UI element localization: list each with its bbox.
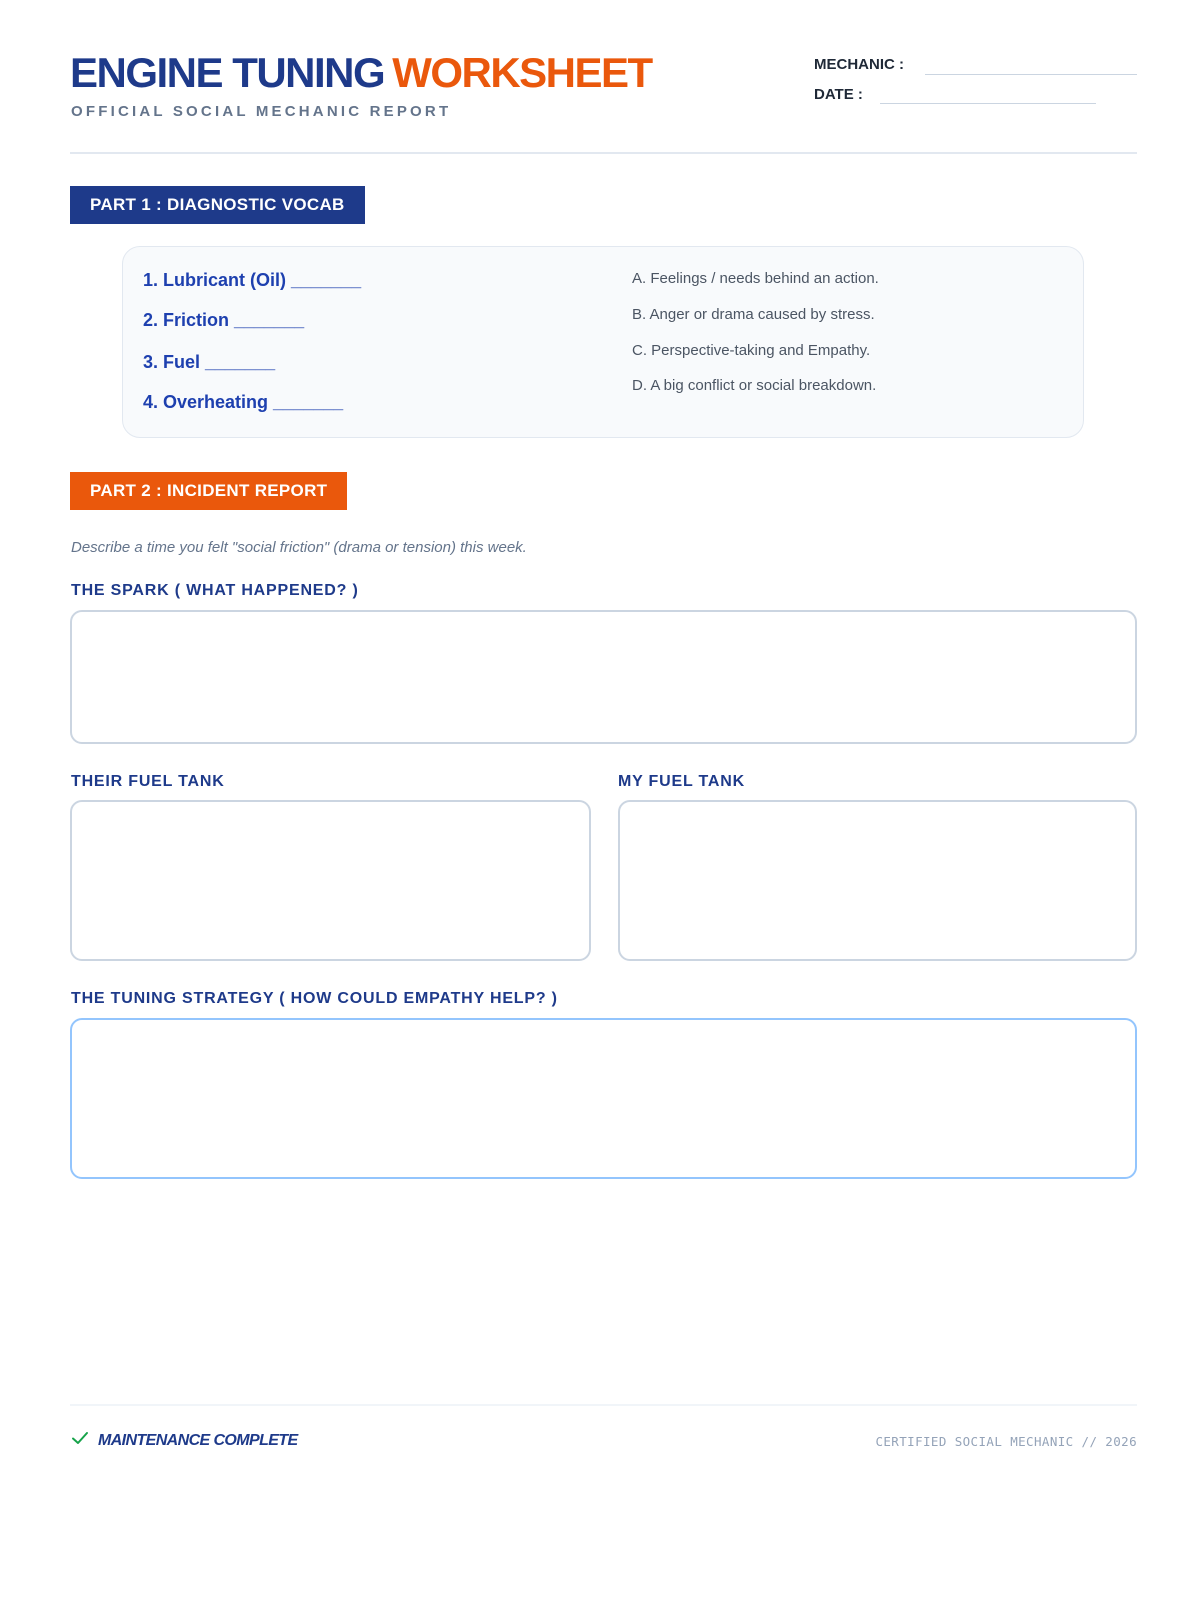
vocab-term-fuel[interactable]: 3. Fuel _______ [143, 352, 276, 372]
vocab-term-overheating[interactable]: 4. Overheating _______ [143, 392, 344, 412]
vocab-definition-c: C. Perspective-taking and Empathy. [632, 342, 871, 359]
my-fuel-tank-label: MY FUEL TANK [618, 773, 745, 790]
header-divider [70, 152, 1137, 154]
maintenance-complete-label: MAINTENANCE COMPLETE [98, 1432, 298, 1449]
spark-answer-box[interactable] [70, 610, 1137, 744]
their-fuel-tank-box[interactable] [70, 800, 591, 961]
part2-tag: PART 2 : INCIDENT REPORT [70, 472, 347, 510]
my-fuel-tank-box[interactable] [618, 800, 1137, 961]
title-worksheet: WORKSHEET [392, 49, 652, 96]
worksheet-title [70, 48, 652, 98]
vocab-definition-a: A. Feelings / needs behind an action. [632, 270, 879, 287]
part1-tag: PART 1 : DIAGNOSTIC VOCAB [70, 186, 365, 224]
mechanic-label: MECHANIC : [814, 56, 904, 73]
vocab-definition-b: B. Anger or drama caused by stress. [632, 306, 875, 323]
tuning-strategy-box[interactable] [70, 1018, 1137, 1179]
incident-prompt: Describe a time you felt "social friction" (drama or tension) this week. [71, 539, 527, 556]
title-engine-tuning: ENGINE TUNING [70, 49, 385, 96]
footer-divider [70, 1404, 1137, 1406]
date-label: DATE : [814, 86, 863, 103]
vocab-definition-d: D. A big conflict or social breakdown. [632, 377, 877, 394]
date-field[interactable] [880, 103, 1096, 104]
certified-footer-text: CERTIFIED SOCIAL MECHANIC // 2026 [875, 1434, 1137, 1449]
spark-label: THE SPARK ( WHAT HAPPENED? ) [71, 582, 359, 599]
their-fuel-tank-label: THEIR FUEL TANK [71, 773, 225, 790]
mechanic-name-field[interactable] [925, 74, 1137, 75]
tuning-strategy-label: THE TUNING STRATEGY ( HOW COULD EMPATHY HELP? ) [71, 990, 558, 1007]
worksheet-subtitle: OFFICIAL SOCIAL MECHANIC REPORT [71, 103, 452, 120]
vocab-term-lubricant[interactable]: 1. Lubricant (Oil) _______ [143, 270, 362, 290]
vocab-term-friction[interactable]: 2. Friction _______ [143, 310, 305, 330]
check-icon [70, 1430, 90, 1451]
